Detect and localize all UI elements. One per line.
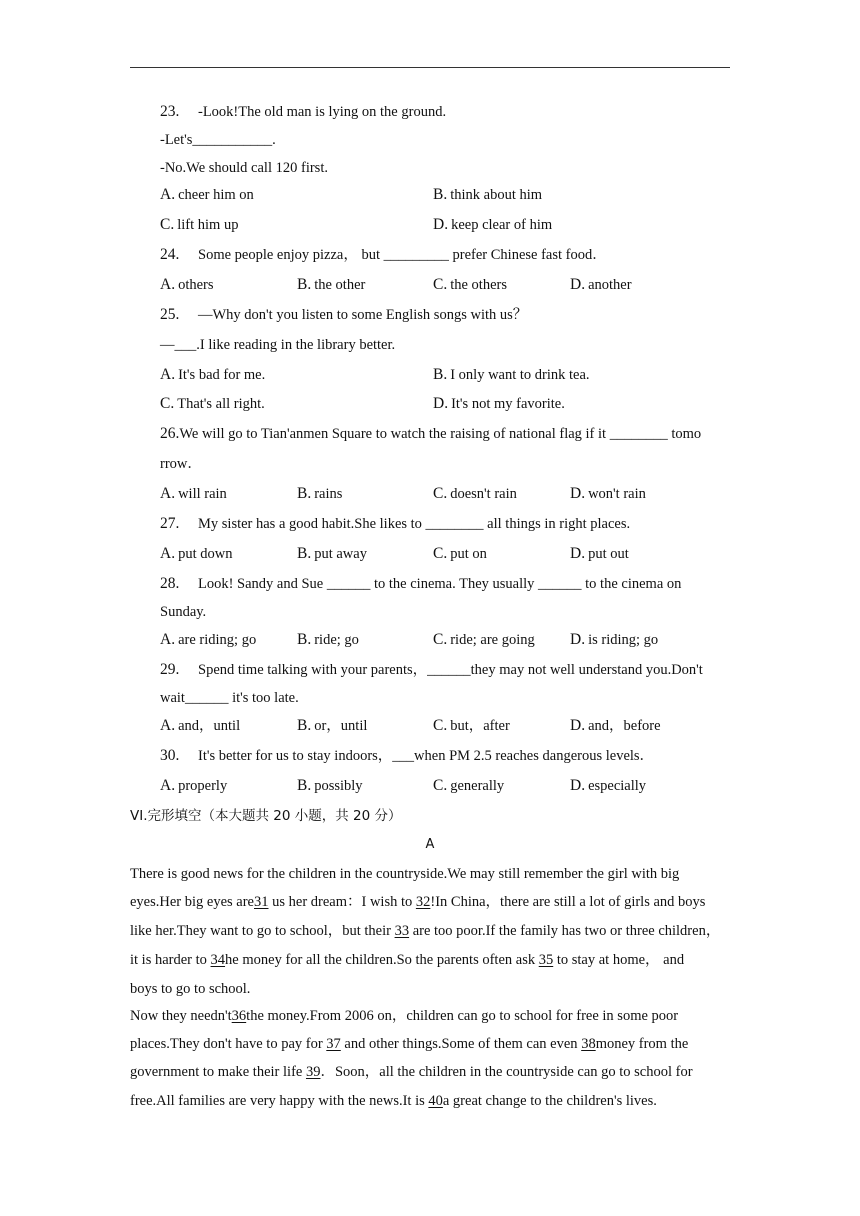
passage-text: like her.They want to go to school，but their: [130, 923, 395, 939]
option-letter: C.: [433, 717, 448, 734]
passage-line: [130, 893, 742, 911]
passage-line: [130, 865, 742, 883]
blank-number[interactable]: 35: [538, 952, 554, 968]
question-number: 25.: [160, 306, 180, 323]
option-letter: D.: [570, 631, 586, 648]
passage-text: !In China，there are still a lot of girls and boys: [430, 894, 706, 910]
question-stem-line: [160, 425, 730, 443]
option-text: won't rain: [588, 486, 646, 502]
passage-text: it is harder to: [130, 952, 211, 968]
option-text: cheer him on: [178, 187, 254, 203]
option-text: It's not my favorite.: [451, 396, 565, 412]
question-number: 23.: [160, 103, 180, 120]
answer-option[interactable]: [297, 777, 363, 795]
answer-option[interactable]: [433, 366, 590, 384]
blank-number[interactable]: 36: [231, 1008, 247, 1024]
option-text: It's bad for me.: [178, 367, 266, 383]
question-text: Look! Sandy and Sue ______ to the cinema. They usually ______ to the cinema on: [198, 576, 682, 592]
answer-option[interactable]: [160, 395, 265, 413]
option-text: and，until: [178, 718, 241, 734]
option-text: put down: [178, 546, 233, 562]
passage-line: [130, 1063, 742, 1081]
question-stem-line: [160, 159, 730, 177]
option-letter: A.: [160, 545, 176, 562]
option-letter: A.: [160, 717, 176, 734]
passage-line: [130, 922, 742, 940]
option-letter: B.: [297, 276, 312, 293]
question-text: wait______ it's too late.: [160, 690, 299, 706]
option-text: will rain: [178, 486, 227, 502]
question-number: 29.: [160, 661, 180, 678]
option-text: another: [588, 277, 632, 293]
question-text: My sister has a good habit.She likes to ________ all things in right places.: [198, 516, 631, 532]
passage-text: Now they needn't: [130, 1008, 232, 1024]
blank-number[interactable]: 38: [581, 1036, 596, 1052]
blank-number[interactable]: 33: [394, 923, 410, 939]
question-stem-line: [160, 661, 730, 679]
option-letter: C.: [433, 545, 448, 562]
answer-option[interactable]: [160, 717, 240, 735]
question-stem-line: [160, 515, 730, 533]
option-text: is riding; go: [588, 632, 659, 648]
passage-text: There is good news for the children in the countryside.We may still remember the girl with big: [130, 866, 680, 882]
option-letter: B.: [297, 717, 312, 734]
answer-option[interactable]: [433, 631, 535, 649]
passage-text: money from the: [595, 1036, 689, 1052]
option-letter: A.: [160, 186, 176, 203]
question-text: Spend time talking with your parents，______they may not well understand you.Don't: [198, 662, 703, 678]
answer-option[interactable]: [433, 717, 510, 735]
answer-option[interactable]: [160, 485, 227, 503]
answer-option[interactable]: [433, 216, 552, 234]
question-number: 28.: [160, 575, 180, 592]
option-text: and，before: [588, 718, 661, 734]
question-stem-line: [160, 603, 730, 621]
answer-option[interactable]: [433, 186, 542, 204]
answer-option[interactable]: [570, 717, 661, 735]
option-text: properly: [178, 778, 228, 794]
answer-option[interactable]: [433, 485, 517, 503]
question-stem-line: [160, 306, 730, 324]
option-letter: D.: [570, 276, 586, 293]
question-stem-line: [160, 575, 730, 593]
answer-option[interactable]: [160, 545, 232, 563]
option-letter: A.: [160, 366, 176, 383]
option-letter: D.: [570, 485, 586, 502]
option-text: ride; are going: [450, 632, 535, 648]
question-text: —___.I like reading in the library better.: [160, 337, 396, 353]
option-text: especially: [588, 778, 647, 794]
option-letter: B.: [433, 186, 448, 203]
passage-text: eyes.Her big eyes are: [130, 894, 254, 910]
option-letter: B.: [433, 366, 448, 383]
option-text: the others: [450, 277, 507, 293]
question-stem-line: [160, 131, 730, 149]
question-number: 26.: [160, 425, 180, 442]
passage-line: [130, 1092, 742, 1110]
blank-number[interactable]: 37: [326, 1036, 341, 1052]
question-text: It's better for us to stay indoors，___when PM 2.5 reaches dangerous levels．: [198, 748, 655, 764]
option-letter: C.: [160, 395, 175, 412]
answer-option[interactable]: [297, 276, 365, 294]
question-text: —Why don't you listen to some English songs with us？: [198, 307, 528, 323]
option-text: That's all right.: [177, 396, 265, 412]
question-text: -Let's___________.: [160, 132, 276, 148]
option-letter: D.: [570, 777, 586, 794]
option-text: are riding; go: [178, 632, 257, 648]
question-text: We will go to Tian'anmen Square to watch the raising of national flag if it ________ tomo: [179, 426, 702, 442]
answer-option[interactable]: [433, 545, 487, 563]
passage-text: are too poor.If the family has two or three children，: [409, 923, 721, 939]
question-text: Some people enjoy pizza， but _________ prefer Chinese fast food．: [198, 247, 607, 263]
question-stem-line: [160, 747, 730, 765]
question-text: Sunday.: [160, 604, 207, 620]
answer-option[interactable]: [433, 276, 507, 294]
question-stem-line: [160, 689, 730, 707]
blank-number[interactable]: 40: [428, 1093, 443, 1109]
answer-option[interactable]: [160, 631, 256, 649]
header-rule: [130, 67, 730, 68]
option-text: put out: [588, 546, 629, 562]
option-text: or，until: [314, 718, 368, 734]
option-text: but，after: [450, 718, 510, 734]
option-text: lift him up: [177, 217, 239, 233]
option-letter: B.: [297, 545, 312, 562]
passage-text: boys to go to school.: [130, 981, 251, 997]
passage-text: places.They don't have to pay for: [130, 1036, 327, 1052]
passage-line: [130, 1035, 742, 1053]
option-letter: C.: [160, 216, 175, 233]
question-text: -Look!The old man is lying on the ground.: [198, 104, 447, 120]
question-stem-line: [160, 246, 730, 264]
answer-option[interactable]: [160, 276, 214, 294]
blank-number[interactable]: 34: [210, 952, 226, 968]
blank-number[interactable]: 32: [415, 894, 431, 910]
blank-number[interactable]: 31: [254, 894, 269, 910]
option-letter: C.: [433, 485, 448, 502]
option-letter: A.: [160, 631, 176, 648]
passage-line: [130, 980, 742, 998]
option-letter: C.: [433, 276, 448, 293]
option-text: generally: [450, 778, 505, 794]
option-text: put on: [450, 546, 487, 562]
answer-option[interactable]: [570, 777, 646, 795]
question-number: 24.: [160, 246, 180, 263]
section-title: VI.完形填空（本大题共 20 小题，共 20 分）: [130, 808, 402, 824]
answer-option[interactable]: [297, 631, 359, 649]
option-letter: A.: [160, 276, 176, 293]
option-text: put away: [314, 546, 367, 562]
option-letter: D.: [433, 216, 449, 233]
passage-text: the money.From 2006 on，children can go to school for free in some poor: [246, 1008, 679, 1024]
passage-line: [130, 951, 742, 969]
answer-option[interactable]: [570, 631, 658, 649]
blank-number[interactable]: 39: [305, 1064, 321, 1080]
passage-text: to stay at home， and: [553, 952, 685, 968]
question-stem-line: [160, 455, 730, 473]
question-number: 27.: [160, 515, 180, 532]
option-text: I only want to drink tea.: [450, 367, 590, 383]
answer-option[interactable]: [297, 485, 342, 503]
option-letter: C.: [433, 631, 448, 648]
question-stem-line: [160, 336, 730, 354]
passage-text: ．Soon，all the children in the countryside can go to school for: [320, 1064, 693, 1080]
passage-text: and other things.Some of them can even: [340, 1036, 582, 1052]
question-number: 30.: [160, 747, 180, 764]
option-letter: D.: [433, 395, 449, 412]
answer-option[interactable]: [433, 777, 504, 795]
option-letter: A.: [160, 777, 176, 794]
passage-text: free.All families are very happy with the news.It is: [130, 1093, 429, 1109]
answer-option[interactable]: [570, 485, 646, 503]
option-text: rains: [314, 486, 343, 502]
option-text: ride; go: [314, 632, 359, 648]
option-letter: B.: [297, 777, 312, 794]
answer-option[interactable]: [160, 366, 265, 384]
option-text: possibly: [314, 778, 363, 794]
passage-text: us her dream：I wish to: [268, 894, 416, 910]
option-letter: B.: [297, 631, 312, 648]
answer-option[interactable]: [160, 777, 227, 795]
option-letter: C.: [433, 777, 448, 794]
option-text: doesn't rain: [450, 486, 517, 502]
option-text: the other: [314, 277, 366, 293]
answer-option[interactable]: [160, 186, 254, 204]
option-text: others: [178, 277, 214, 293]
option-text: think about him: [450, 187, 543, 203]
answer-option[interactable]: [297, 717, 367, 735]
option-letter: D.: [570, 717, 586, 734]
answer-option[interactable]: [570, 545, 629, 563]
answer-option[interactable]: [433, 395, 565, 413]
answer-option[interactable]: [297, 545, 367, 563]
answer-option[interactable]: [570, 276, 632, 294]
option-text: keep clear of him: [451, 217, 553, 233]
passage-text: government to make their life: [130, 1064, 306, 1080]
question-stem-line: [160, 103, 730, 121]
option-letter: A.: [160, 485, 176, 502]
question-text: -No.We should call 120 first.: [160, 160, 328, 176]
question-text: rrow．: [160, 456, 202, 472]
section-part-label: A: [425, 837, 435, 852]
option-letter: B.: [297, 485, 312, 502]
passage-text: a great change to the children's lives.: [442, 1093, 657, 1109]
answer-option[interactable]: [160, 216, 238, 234]
option-letter: D.: [570, 545, 586, 562]
passage-line: [130, 1007, 742, 1025]
passage-text: he money for all the children.So the parents often ask: [225, 952, 539, 968]
